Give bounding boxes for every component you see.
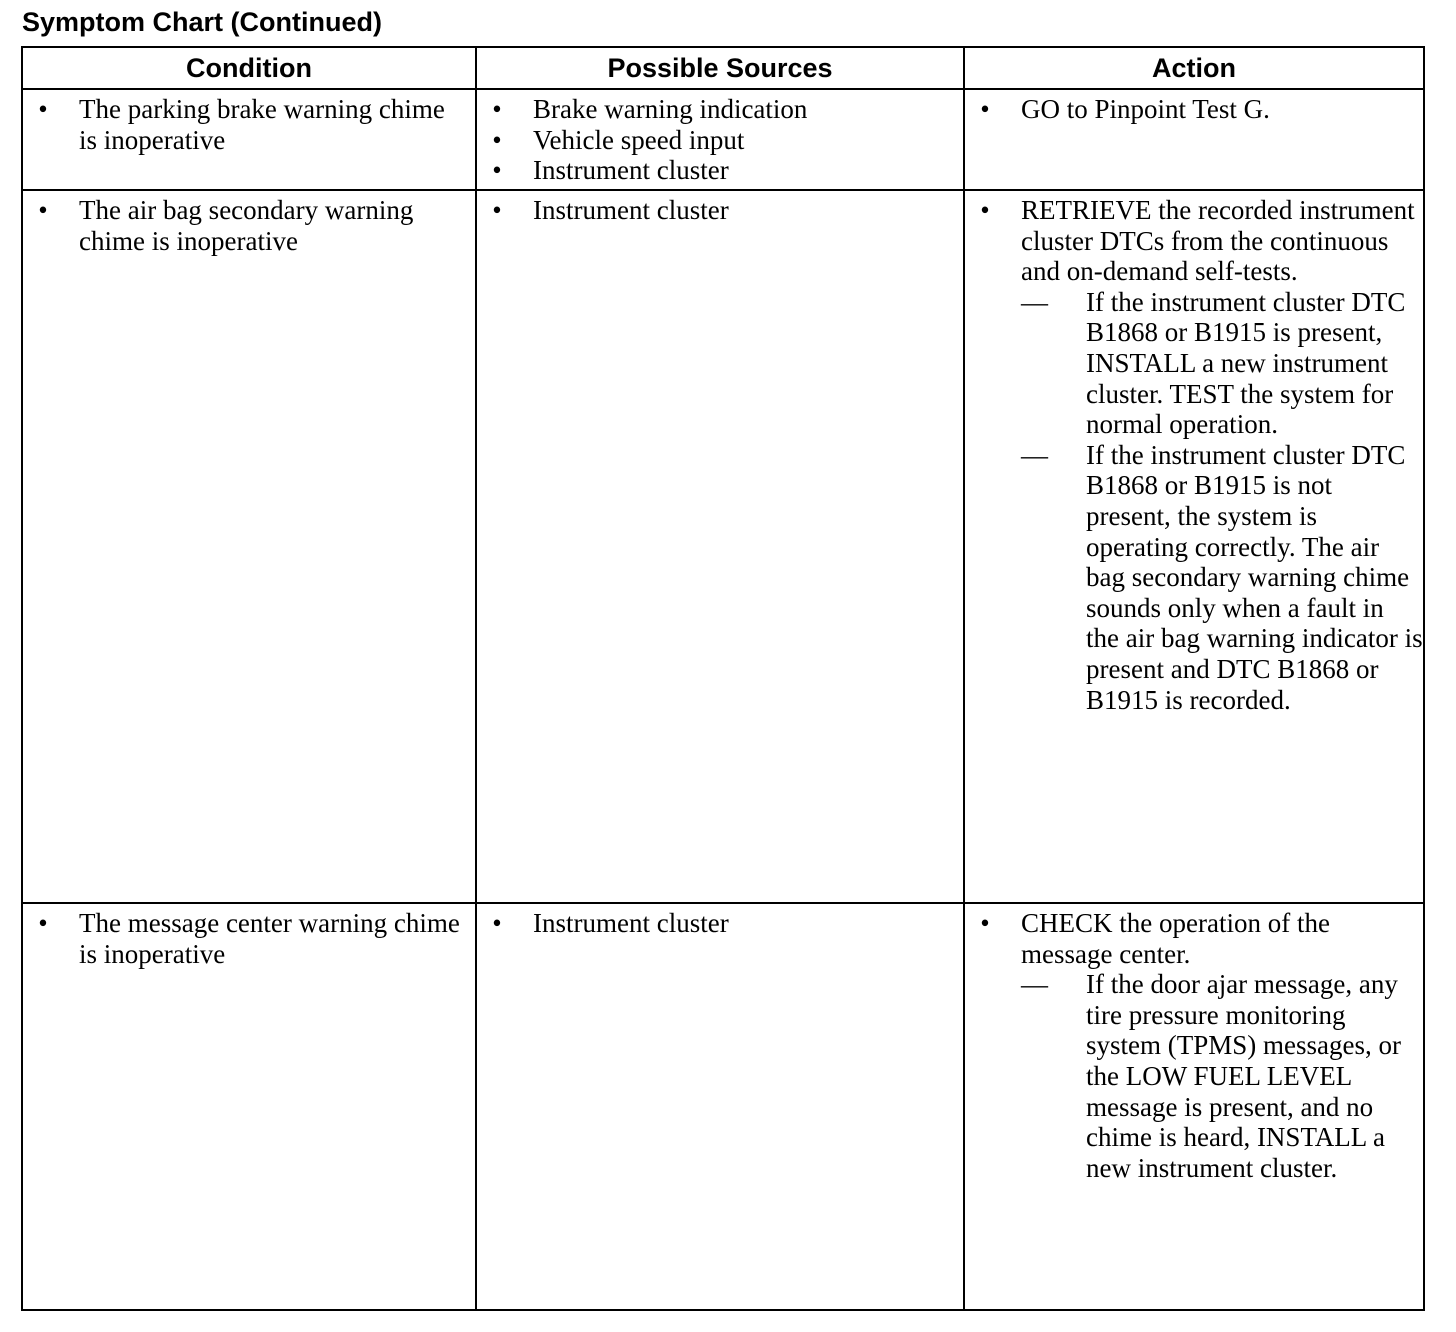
bullet-icon: •: [980, 94, 990, 124]
table-row: [22, 89, 1424, 190]
action-item: [965, 94, 1423, 125]
source-text: Brake warning indication: [533, 94, 808, 124]
action-text: RETRIEVE the recorded instrument cluster DTCs from the continuous and on-demand self-tests.: [1021, 195, 1415, 287]
condition-text: The parking brake warning chime is inoperative: [79, 94, 445, 155]
bullet-icon: •: [980, 908, 990, 938]
sources-cell: [476, 903, 964, 1310]
source-text: Instrument cluster: [533, 155, 729, 186]
bullet-icon: •: [38, 94, 48, 124]
bullet-icon: •: [492, 94, 502, 124]
header-condition: Condition: [22, 47, 476, 89]
action-cell: [964, 190, 1424, 903]
bullet-icon: •: [980, 195, 990, 225]
page-title: Symptom Chart (Continued): [22, 7, 382, 37]
source-item: [477, 125, 963, 156]
action-sub-item: [965, 969, 1423, 1183]
condition-item: [23, 908, 475, 969]
bullet-icon: •: [492, 155, 502, 186]
dash-icon: —: [1021, 969, 1048, 1000]
condition-cell: [22, 89, 476, 190]
condition-item: [23, 195, 475, 256]
source-item: [477, 195, 963, 226]
sources-cell: [476, 89, 964, 190]
bullet-icon: •: [492, 124, 502, 155]
bullet-icon: •: [38, 908, 48, 938]
header-action: Action: [964, 47, 1424, 89]
action-sub-text: If the door ajar message, any tire pressure monitoring system (TPMS) messages, or the LOW FUEL LEVEL message is present, and no chime is heard, INSTALL a new instrument cluster.: [1086, 969, 1401, 1183]
bullet-icon: •: [492, 195, 502, 225]
action-cell: [964, 89, 1424, 190]
condition-cell: [22, 190, 476, 903]
condition-cell: [22, 903, 476, 1310]
bullet-icon: •: [38, 195, 48, 225]
table-header-row: [22, 47, 1424, 89]
symptom-chart-table: [21, 46, 1425, 1311]
action-sub-item: [965, 287, 1423, 440]
action-cell: [964, 903, 1424, 1310]
source-text: Vehicle speed input: [533, 124, 745, 155]
condition-item: [23, 94, 475, 155]
condition-text: The message center warning chime is inoperative: [79, 908, 460, 969]
table-row: [22, 903, 1424, 1310]
bullet-icon: •: [492, 908, 502, 938]
source-text: Instrument cluster: [533, 195, 729, 225]
condition-text: The air bag secondary warning chime is inoperative: [79, 195, 414, 256]
action-sub-text: If the instrument cluster DTC B1868 or B1915 is present, INSTALL a new instrument cluster. TEST the system for normal operation.: [1086, 286, 1406, 440]
action-sub-text: If the instrument cluster DTC B1868 or B1915 is not present, the system is operating correctly. The air bag secondary warning chime sounds only when a fault in the air bag warning indicator is present and DTC B1868 or B1915 is recorded.: [1086, 439, 1423, 715]
table-row: [22, 190, 1424, 903]
source-item: [477, 908, 963, 939]
action-text: GO to Pinpoint Test G.: [1021, 94, 1270, 124]
source-text: Instrument cluster: [533, 908, 729, 938]
dash-icon: —: [1021, 439, 1048, 470]
dash-icon: —: [1021, 286, 1048, 317]
action-item: [965, 195, 1423, 715]
action-item: [965, 908, 1423, 1183]
header-possible-sources: Possible Sources: [476, 47, 964, 89]
sources-cell: [476, 190, 964, 903]
action-text: CHECK the operation of the message center.: [1021, 908, 1330, 969]
source-item: [477, 94, 963, 125]
source-item: [477, 155, 963, 186]
action-sub-item: [965, 440, 1423, 715]
